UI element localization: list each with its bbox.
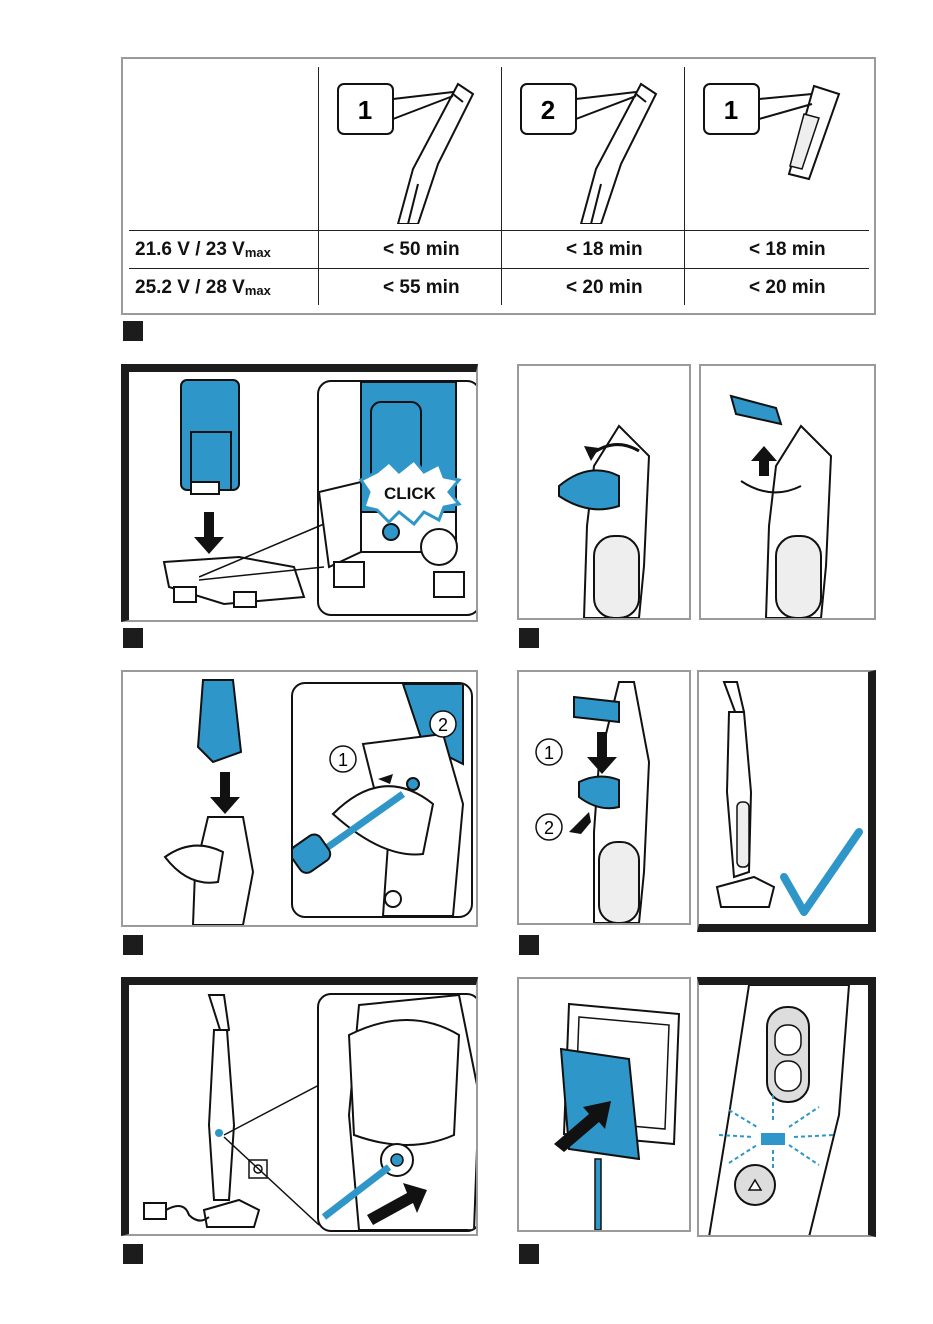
detail-inset — [317, 993, 478, 1232]
lift-filter-illustration — [701, 366, 874, 618]
attach-base-illustration — [129, 372, 319, 622]
col-divider — [318, 67, 319, 305]
callout-number: 1 — [723, 95, 739, 125]
click-label: CLICK — [384, 484, 436, 503]
plug-adapter-illustration — [519, 979, 689, 1230]
charge-socket-illustration — [319, 995, 478, 1230]
time-cell: < 20 min — [566, 277, 643, 298]
plug-in-panel — [517, 977, 691, 1232]
voltage-label: 25.2 V / 28 $V_{max}$ — [135, 277, 271, 298]
callout-number: 2 — [540, 95, 556, 125]
time-cell: < 18 min — [566, 239, 643, 260]
remove-cap-panel — [517, 364, 691, 620]
step-marker — [519, 1244, 539, 1264]
step-number: 1 — [337, 750, 349, 770]
lift-filter-panel — [699, 364, 876, 620]
reassemble-panel — [517, 670, 691, 925]
step-number: 1 — [543, 743, 555, 763]
rotate-cap-illustration — [519, 366, 689, 618]
connect-charger-panel — [121, 977, 478, 1236]
charging-time-table — [121, 57, 876, 315]
step-marker — [123, 1244, 143, 1264]
handle-illustration-1 — [328, 74, 493, 224]
row-divider — [129, 268, 869, 269]
base-detail-illustration — [319, 382, 478, 614]
insert-handle-illustration — [123, 672, 293, 925]
battery-illustration — [694, 74, 859, 224]
step-marker — [519, 628, 539, 648]
row-divider — [129, 230, 869, 231]
detail-inset — [291, 682, 473, 918]
led-icon — [761, 1133, 785, 1145]
led-indicator-panel — [697, 977, 876, 1237]
time-cell: < 20 min — [749, 277, 826, 298]
time-cell: < 55 min — [383, 277, 460, 298]
checkmark-icon — [784, 832, 859, 912]
screwdriver-illustration — [293, 684, 471, 916]
done-panel — [697, 670, 876, 932]
step-number: 2 — [543, 818, 555, 838]
time-cell: < 18 min — [749, 239, 826, 260]
unscrew-panel — [121, 670, 478, 927]
step-marker — [519, 935, 539, 955]
step-marker — [123, 935, 143, 955]
vacuum-done-illustration — [699, 672, 870, 926]
callout-number: 1 — [357, 95, 373, 125]
attach-base-panel — [121, 364, 478, 622]
voltage-label: 21.6 V / 23 $V_{max}$ — [135, 239, 271, 260]
leader-line — [199, 522, 329, 582]
vacuum-charging-illustration — [129, 985, 319, 1236]
col-divider — [501, 67, 502, 305]
step-number: 2 — [437, 715, 449, 735]
time-cell: < 50 min — [383, 239, 460, 260]
col-divider — [684, 67, 685, 305]
reassemble-illustration — [519, 672, 689, 923]
step-marker — [123, 321, 143, 341]
step-marker — [123, 628, 143, 648]
handle-illustration-2 — [511, 74, 676, 224]
led-indicator-illustration — [699, 985, 870, 1237]
detail-inset — [317, 380, 478, 616]
